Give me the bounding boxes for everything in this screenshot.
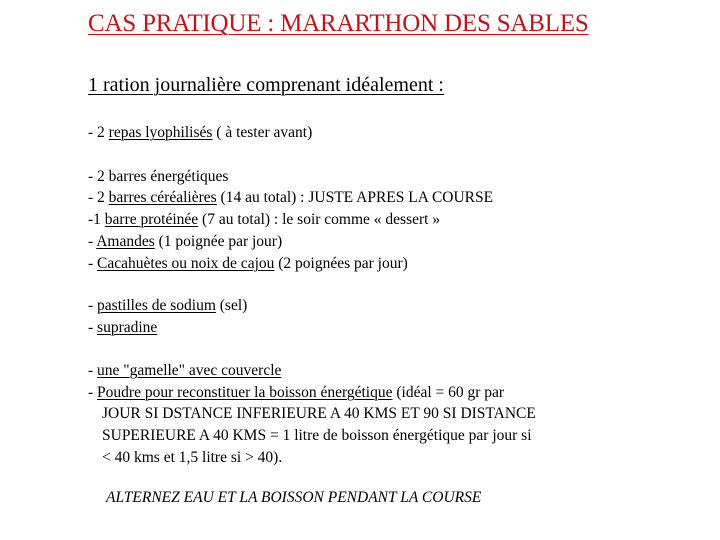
item-poudre-boisson-cont-3: < 40 kms et 1,5 litre si > 40). [102,449,283,466]
item-supradine: - supradine [88,319,158,336]
item-repas: - 2 repas lyophilisés ( à tester avant) [88,124,313,141]
item-pastilles-sodium: - pastilles de sodium (sel) [88,297,248,314]
item-cacahuetes: - Cacahuètes ou noix de cajou (2 poignées par jour) [88,255,408,272]
item-barre-proteinee: -1 barre protéinée (7 au total) : le soir comme « dessert » [88,211,441,228]
item-poudre-boisson: - Poudre pour reconstituer la boisson énergétique (idéal = 60 gr par [88,384,505,401]
footer-note: ALTERNEZ EAU ET LA BOISSON PENDANT LA COURSE [106,489,482,506]
item-gamelle: - une "gamelle" avec couvercle [88,362,282,379]
item-poudre-boisson-cont-1: JOUR SI DSTANCE INFERIEURE A 40 KMS ET 90 SI DISTANCE [102,405,536,422]
item-barres-cerealieres: - 2 barres céréalières (14 au total) : JUSTE APRES LA COURSE [88,189,494,206]
item-poudre-boisson-cont-2: SUPERIEURE A 40 KMS = 1 litre de boisson énergétique par jour si [102,427,532,444]
ration-subtitle: 1 ration journalière comprenant idéalement : [88,74,444,96]
item-amandes: - Amandes (1 poignée par jour) [88,233,283,250]
item-barres-energetiques: - 2 barres énergétiques [88,168,229,185]
slide-title: CAS PRATIQUE : MARARTHON DES SABLES [88,10,589,37]
